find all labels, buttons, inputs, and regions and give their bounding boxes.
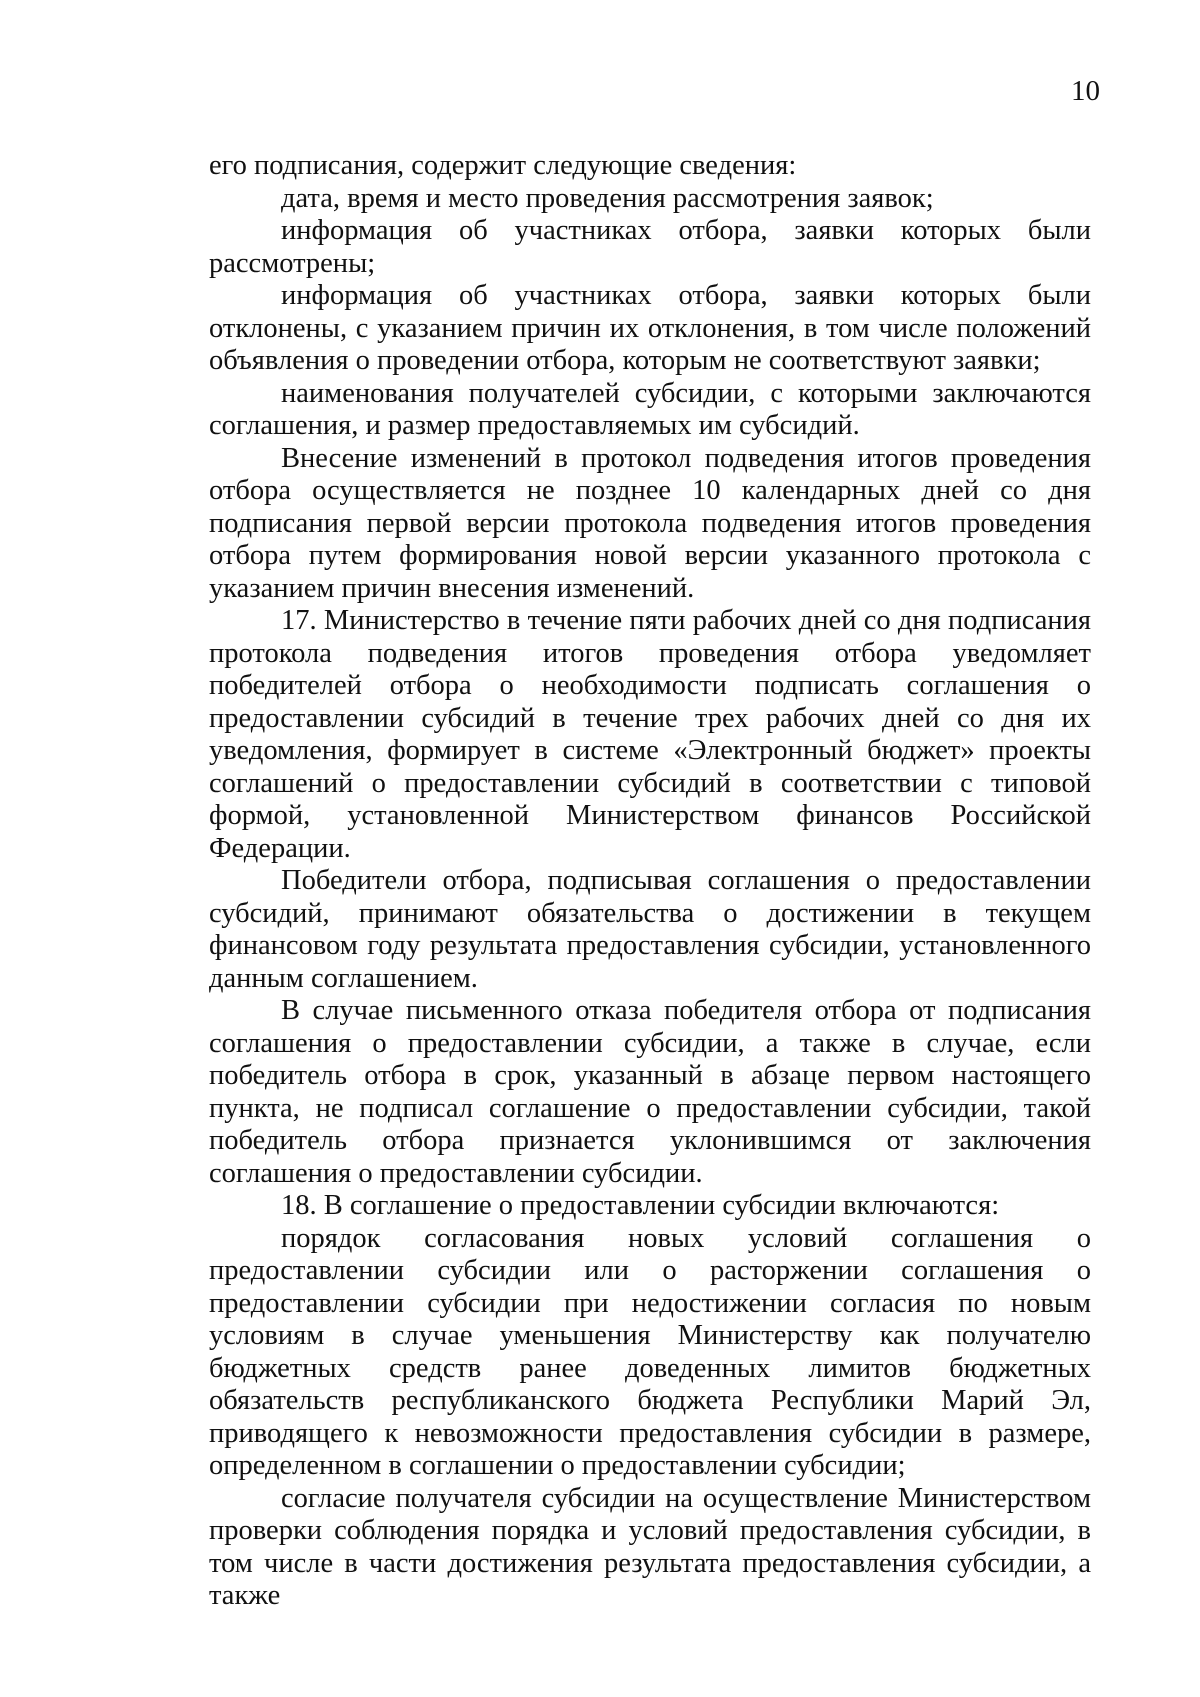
document-body [209,150,1091,1613]
paragraph: В случае письменного отказа победителя отбора от подписания соглашения о предоставлении субсидии, а также в случае, если победитель отбора в срок, указанный в абзаце первом настоящего пункта, не подписал соглашение о предоставлении субсидии, такой победитель отбора признается уклонившимся от заключения соглашения о предоставлении субсидии. [209,995,1091,1189]
paragraph: согласие получателя субсидии на осуществление Министерством проверки соблюдения порядка и условий предоставления субсидии, в том числе в части достижения результата предоставления субсидии, а также [209,1482,1091,1611]
paragraph: 18. В соглашение о предоставлении субсидии включаются: [281,1190,1000,1221]
paragraph: его подписания, содержит следующие сведения: [209,150,797,181]
paragraph: информация об участниках отбора, заявки которых были отклонены, с указанием причин их отклонения, в том числе положений объявления о проведении отбора, которым не соответствуют заявки; [209,280,1091,376]
paragraph: Победители отбора, подписывая соглашения о предоставлении субсидий, принимают обязательства о достижении в текущем финансовом году результата предоставления субсидии, установленного данным соглашением. [209,865,1091,994]
paragraph: дата, время и место проведения рассмотрения заявок; [281,182,934,214]
paragraph: Внесение изменений в протокол подведения итогов проведения отбора осуществляется не позднее 10 календарных дней со дня подписания первой версии протокола подведения итогов проведения отбора путем формирования новой версии указанного протокола с указанием причин внесения изменений. [209,442,1091,604]
paragraph: порядок согласования новых условий соглашения о предоставлении субсидии или о расторжении соглашения о предоставлении субсидии при недостижении согласия по новым условиям в случае уменьшения Министерству как получателю бюджетных средств ранее доведенных лимитов бюджетных обязательств республиканского бюджета Республики Марий Эл, приводящего к невозможности предоставления субсидии в размере, определенном в соглашении о предоставлении субсидии; [209,1222,1091,1481]
paragraph: наименования получателей субсидии, с которыми заключаются соглашения, и размер предоставляемых им субсидий. [209,377,1091,441]
paragraph: 17. Министерство в течение пяти рабочих дней со дня подписания протокола подведения итогов проведения отбора уведомляет победителей отбора о необходимости подписать соглашения о предоставлении субсидий в течение трех рабочих дней со дня их уведомления, формирует в системе «Электронный бюджет» проекты соглашений о предоставлении субсидий в соответствии с типовой формой, установленной Министерством финансов Российской Федерации. [209,605,1091,864]
page-number: 10 [1071,75,1100,107]
paragraph: информация об участниках отбора, заявки которых были рассмотрены; [209,215,1091,279]
